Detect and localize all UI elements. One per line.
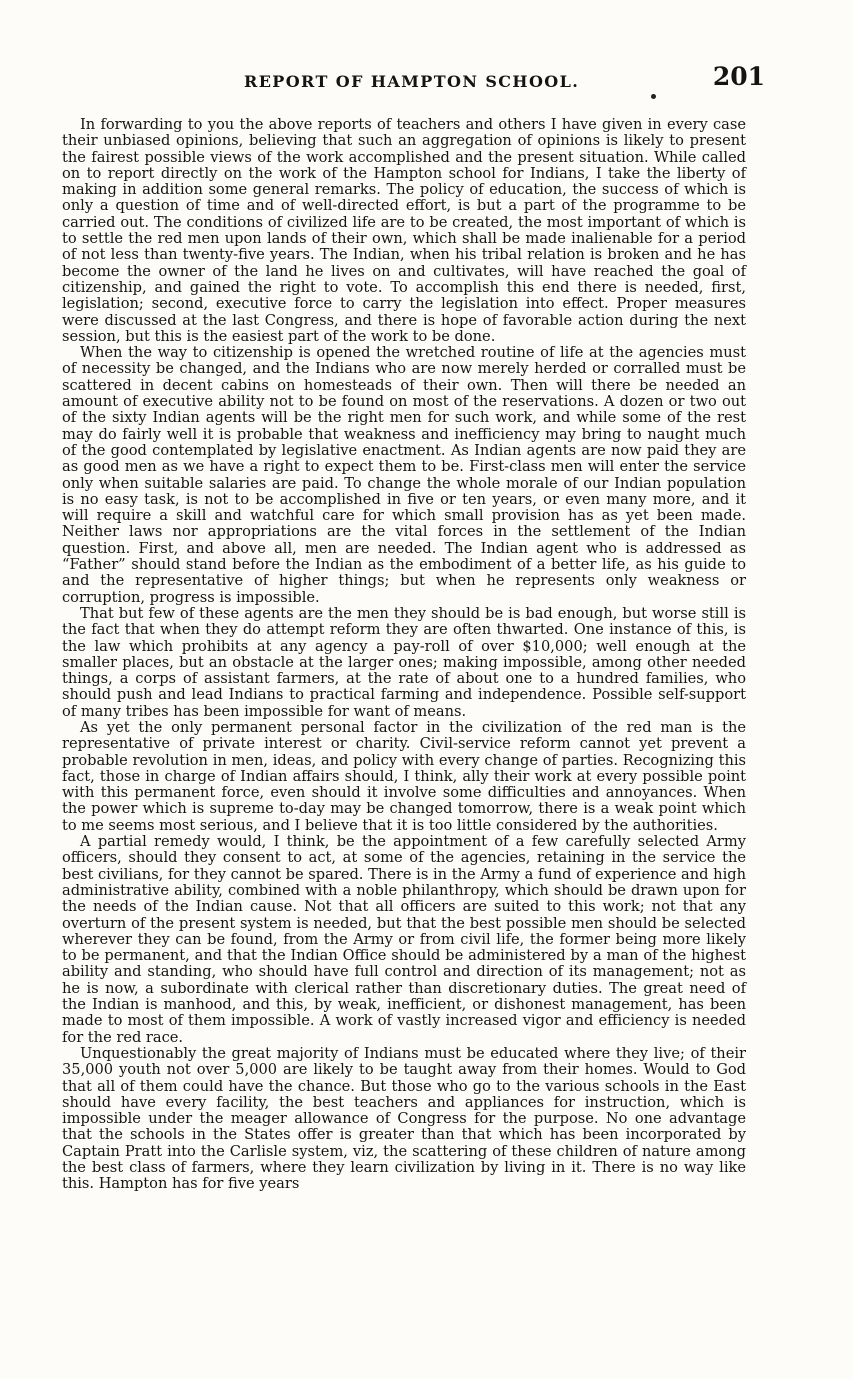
- paragraph-3: That but few of these agents are the men they should be is bad enough, but worse still is the fact that when they do attempt reform they are often thwarted. One instance of this, is the law which prohibits at any agency a pay-roll of over $10,000; well enough at the smaller places, but an obstacle at the larger ones; making impossible, among other needed things, a corps of assistant farmers, at the rate of about one to a hundred families, who should push and lead Indians to practical farming and independence. Possible self-support of many tribes has been impossible for want of means.: [62, 604, 746, 720]
- paragraph-1: In forwarding to you the above reports of teachers and others I have given in every case their unbiased opinions, believing that such an aggregation of opinions is likely to present the fairest possible views of the work accomplished and the present situation. While called on to report directly on the work of the Hampton school for Indians, I take the liberty of making in addition some general remarks. The policy of education, the success of which is only a question of time and of well-directed effort, is but a part of the programme to be carried out. The conditions of civilized life are to be created, the most important of which is to settle the red men upon lands of their own, which shall be made inalienable for a period of not less than twenty-five years. The Indian, when his tribal relation is broken and he has become the owner of the land he lives on and cultivates, will have reached the goal of citizenship, and gained the right to vote. To accomplish this end there is needed, first, legislation; second, executive force to carry the legislation into effect. Proper measures were discussed at the last Congress, and there is hope of favorable action during the next session, but this is the easiest part of the work to be done.: [62, 116, 746, 345]
- page-number: 201: [712, 62, 765, 91]
- paragraph-2: When the way to citizenship is opened the wretched routine of life at the agencies must of necessity be changed, and the Indians who are now merely herded or corralled must be scattered in decent cabins on homesteads of their own. Then will there be needed an amount of executive ability not to be found on most of the reservations. A dozen or two out of the sixty Indian agents will be the right men for such work, and while some of the rest may do fairly well it is probable that weakness and inefficiency may bring to naught much of the good contemplated by legislative enactment. As Indian agents are now paid they are as good men as we have a right to expect them to be. First-class men will enter the service only when suitable salaries are paid. To change the whole morale of our Indian population is no easy task, is not to be accomplished in five or ten years, or even many more, and it will require a skill and watchful care for which small provision has as yet been made. Neither laws nor appropriations are the vital forces in the settlement of the Indian question. First, and above all, men are needed. The Indian agent who is addressed as “Father” should stand before the Indian as the embodiment of a better life, as his guide to and the representative of higher things; but when he represents only weakness or corruption, progress is impossible.: [62, 344, 746, 606]
- running-title: REPORT OF HAMPTON SCHOOL.: [244, 72, 580, 91]
- paragraph-4: As yet the only permanent personal factor in the civilization of the red man is the representative of private interest or charity. Civil-service reform cannot yet prevent a probable revolution in men, ideas, and policy with every change of parties. Recognizing this fact, those in charge of Indian affairs should, I think, ally their work at every possible point with this permanent force, even should it involve some difficulties and annoyances. When the power which is supreme to-day may be changed tomorrow, there is a weak point which to me seems most serious, and I believe that it is too little considered by the authorities.: [62, 718, 746, 834]
- body-text: [62, 117, 746, 1193]
- page-header: [62, 62, 765, 98]
- paragraph-6: Unquestionably the great majority of Indians must be educated where they live; of their 35,000 youth not over 5,000 are likely to be taught away from their homes. Would to God that all of them could have the chance. But those who go to the various schools in the East should have every facility, the best teachers and appliances for instruction, which is impossible under the meager allowance of Congress for the purpose. No one advantage that the schools in the States offer is greater than that which has been incorporated by Captain Pratt into the Carlisle system, viz, the scattering of these children of nature among the best class of farmers, where they learn civilization by living in it. There is no way like this. Hampton has for five years: [62, 1044, 746, 1193]
- ink-dot: [651, 94, 656, 99]
- paragraph-5: A partial remedy would, I think, be the appointment of a few carefully selected Army officers, should they consent to act, at some of the agencies, retaining in the service the best civilians, for they cannot be spared. There is in the Army a fund of experience and high administrative ability, combined with a noble philanthropy, which should be drawn upon for the needs of the Indian cause. Not that all officers are suited to this work; not that any overturn of the present system is needed, but that the best possible men should be selected wherever they can be found, from the Army or from civil life, the former being more likely to be permanent, and that the Indian Office should be administered by a man of the highest ability and standing, who should have full control and direction of its management; not as he is now, a subordinate with clerical rather than discretionary duties. The great need of the Indian is manhood, and this, by weak, inefficient, or dishonest management, has been made to most of them impossible. A work of vastly increased vigor and efficiency is needed for the red race.: [62, 833, 746, 1046]
